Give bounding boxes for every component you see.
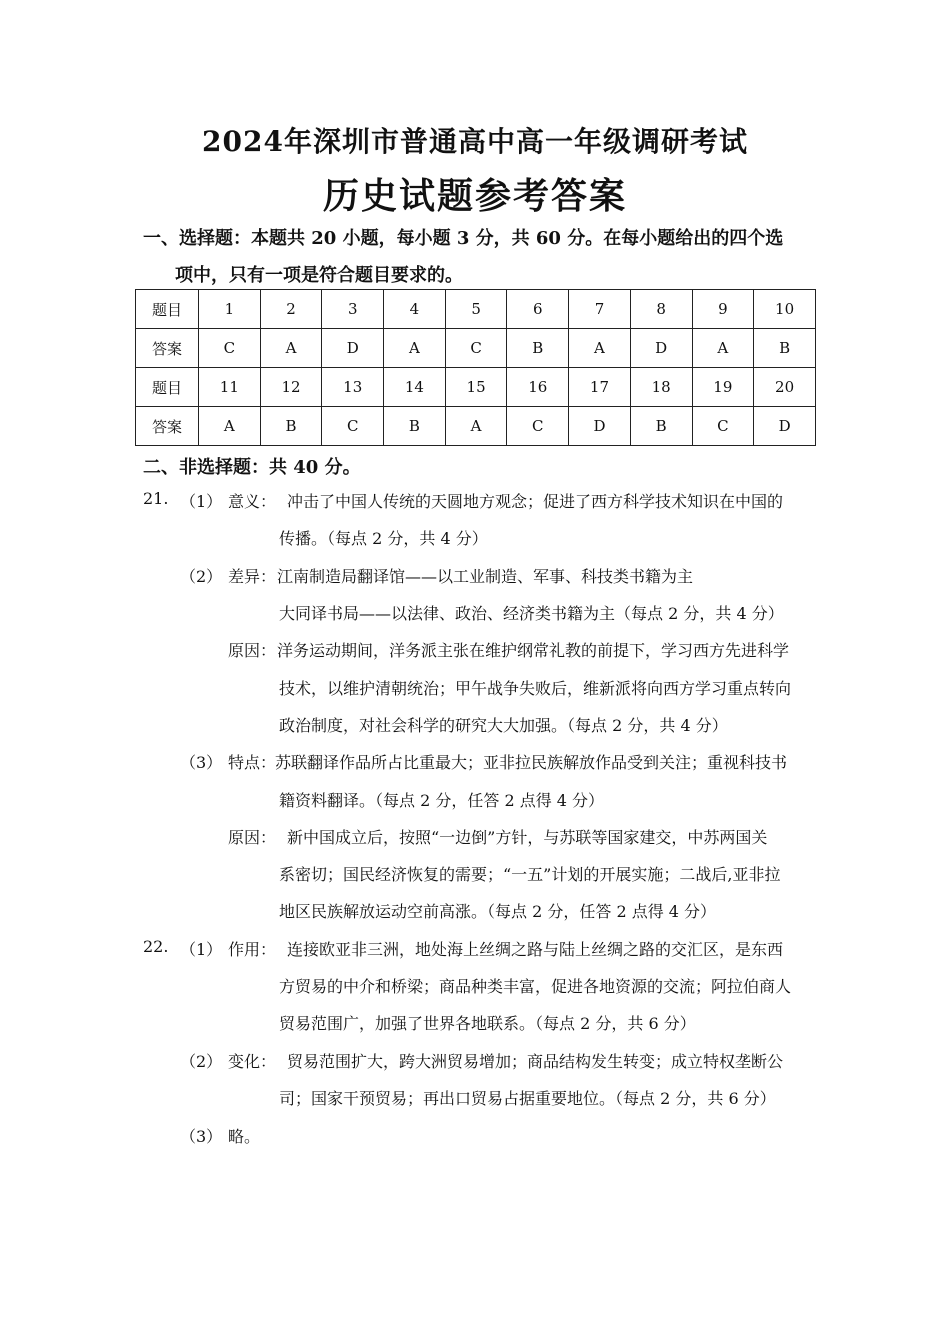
q22-part1-line1: 连接欧亚非三洲，地处海上丝绸之路与陆上丝绸之路的交汇区，是东西	[287, 940, 784, 959]
table-cell: C	[692, 407, 754, 446]
q21-part2-mark: （2）	[180, 567, 223, 586]
q22-part1-line3: 贸易范围广，加强了世界各地联系。（每点 2 分，共 6 分）	[279, 1014, 696, 1033]
q22-part2-line2: 司；国家干预贸易；再出口贸易占据重要地位。（每点 2 分，共 6 分）	[279, 1089, 776, 1108]
q22-part1-label: 作用：	[228, 940, 277, 959]
table-cell: A	[692, 329, 754, 368]
q22-part2-mark: （2）	[180, 1052, 223, 1071]
row-label-question: 题目	[136, 290, 199, 329]
table-cell: 5	[445, 290, 507, 329]
table-cell: D	[322, 329, 384, 368]
table-cell: C	[445, 329, 507, 368]
row-label-question: 题目	[136, 368, 199, 407]
row-label-answer: 答案	[136, 407, 199, 446]
table-cell: C	[322, 407, 384, 446]
table-cell: 1	[199, 290, 261, 329]
table-cell: B	[260, 407, 322, 446]
table-cell: A	[260, 329, 322, 368]
table-cell: D	[630, 329, 692, 368]
table-cell: 4	[384, 290, 446, 329]
table-cell: 9	[692, 290, 754, 329]
table-cell: C	[507, 407, 569, 446]
q21-part2-reason-label: 原因：	[228, 641, 277, 660]
table-cell: 8	[630, 290, 692, 329]
q22-part2-label: 变化：	[228, 1052, 277, 1071]
table-cell: A	[569, 329, 631, 368]
table-row-questions-2	[136, 368, 816, 407]
q22-part2-line1: 贸易范围扩大，跨大洲贸易增加；商品结构发生转变；成立特权垄断公	[287, 1052, 784, 1071]
table-cell: 20	[754, 368, 816, 407]
q21-part3-reason-line2: 系密切；国民经济恢复的需要；“一五”计划的开展实施；二战后,亚非拉	[279, 865, 781, 884]
table-cell: 12	[260, 368, 322, 407]
q21-part2-line1: 江南制造局翻译馆——以工业制造、军事、科技类书籍为主	[277, 567, 694, 586]
q21-part1-line2: 传播。（每点 2 分，共 4 分）	[279, 529, 488, 548]
table-cell: 13	[322, 368, 384, 407]
table-cell: B	[384, 407, 446, 446]
q21-part3-reason-label: 原因：	[228, 828, 277, 847]
table-row-questions-1	[136, 290, 816, 329]
table-cell: A	[384, 329, 446, 368]
document-subtitle: 历史试题参考答案	[322, 175, 627, 217]
q21-part1-label: 意义：	[228, 492, 277, 511]
q22-part1-mark: （1）	[180, 940, 223, 959]
q21-number: 21.	[143, 489, 169, 508]
section1-heading-line1: 一、选择题：本题共 20 小题，每小题 3 分，共 60 分。在每小题给出的四个选	[143, 228, 784, 249]
q21-part2-reason-line3: 政治制度，对社会科学的研究大大加强。（每点 2 分，共 4 分）	[279, 716, 728, 735]
table-row-answers-1	[136, 329, 816, 368]
table-cell: 2	[260, 290, 322, 329]
table-cell: A	[445, 407, 507, 446]
table-cell: 3	[322, 290, 384, 329]
q22-number: 22.	[143, 937, 169, 956]
table-cell: A	[199, 407, 261, 446]
row-label-answer: 答案	[136, 329, 199, 368]
table-cell: D	[569, 407, 631, 446]
table-cell: B	[630, 407, 692, 446]
table-cell: 18	[630, 368, 692, 407]
q21-part1-line1: 冲击了中国人传统的天圆地方观念；促进了西方科学技术知识在中国的	[287, 492, 784, 511]
q22-part3-mark: （3）	[180, 1127, 223, 1146]
q21-part1-mark: （1）	[180, 492, 223, 511]
answer-table	[135, 289, 816, 446]
table-cell: 15	[445, 368, 507, 407]
q21-part2-label: 差异：	[228, 567, 277, 586]
q22-part1-line2: 方贸易的中介和桥梁；商品种类丰富，促进各地资源的交流；阿拉伯商人	[279, 977, 792, 996]
table-cell: 10	[754, 290, 816, 329]
table-cell: 16	[507, 368, 569, 407]
q22-part3-text: 略。	[228, 1127, 261, 1146]
table-cell: 14	[384, 368, 446, 407]
table-cell: C	[199, 329, 261, 368]
section1-heading-line2: 项中，只有一项是符合题目要求的。	[175, 265, 463, 286]
table-cell: 17	[569, 368, 631, 407]
table-cell: 6	[507, 290, 569, 329]
table-cell: D	[754, 407, 816, 446]
q21-part3-mark: （3）	[180, 753, 223, 772]
q21-part2-reason-line2: 技术，以维护清朝统治；甲午战争失败后，维新派将向西方学习重点转向	[279, 679, 792, 698]
table-cell: B	[507, 329, 569, 368]
q21-part3-line1: 苏联翻译作品所占比重最大；亚非拉民族解放作品受到关注；重视科技书	[275, 753, 788, 772]
q21-part3-line2: 籍资料翻译。（每点 2 分，任答 2 点得 4 分）	[279, 791, 605, 810]
table-cell: 19	[692, 368, 754, 407]
section2-heading: 二、非选择题：共 40 分。	[143, 457, 361, 478]
q21-part3-reason-line3: 地区民族解放运动空前高涨。（每点 2 分，任答 2 点得 4 分）	[279, 902, 717, 921]
q21-part2-reason-line1: 洋务运动期间，洋务派主张在维护纲常礼教的前提下，学习西方先进科学	[277, 641, 790, 660]
q21-part3-label: 特点：	[228, 753, 277, 772]
document-title: 2024年深圳市普通高中高一年级调研考试	[202, 125, 748, 158]
table-cell: 11	[199, 368, 261, 407]
table-cell: B	[754, 329, 816, 368]
table-cell: 7	[569, 290, 631, 329]
table-row-answers-2	[136, 407, 816, 446]
q21-part2-line2: 大同译书局——以法律、政治、经济类书籍为主（每点 2 分，共 4 分）	[279, 604, 784, 623]
q21-part3-reason-line1: 新中国成立后，按照“一边倒”方针，与苏联等国家建交，中苏两国关	[287, 828, 768, 847]
